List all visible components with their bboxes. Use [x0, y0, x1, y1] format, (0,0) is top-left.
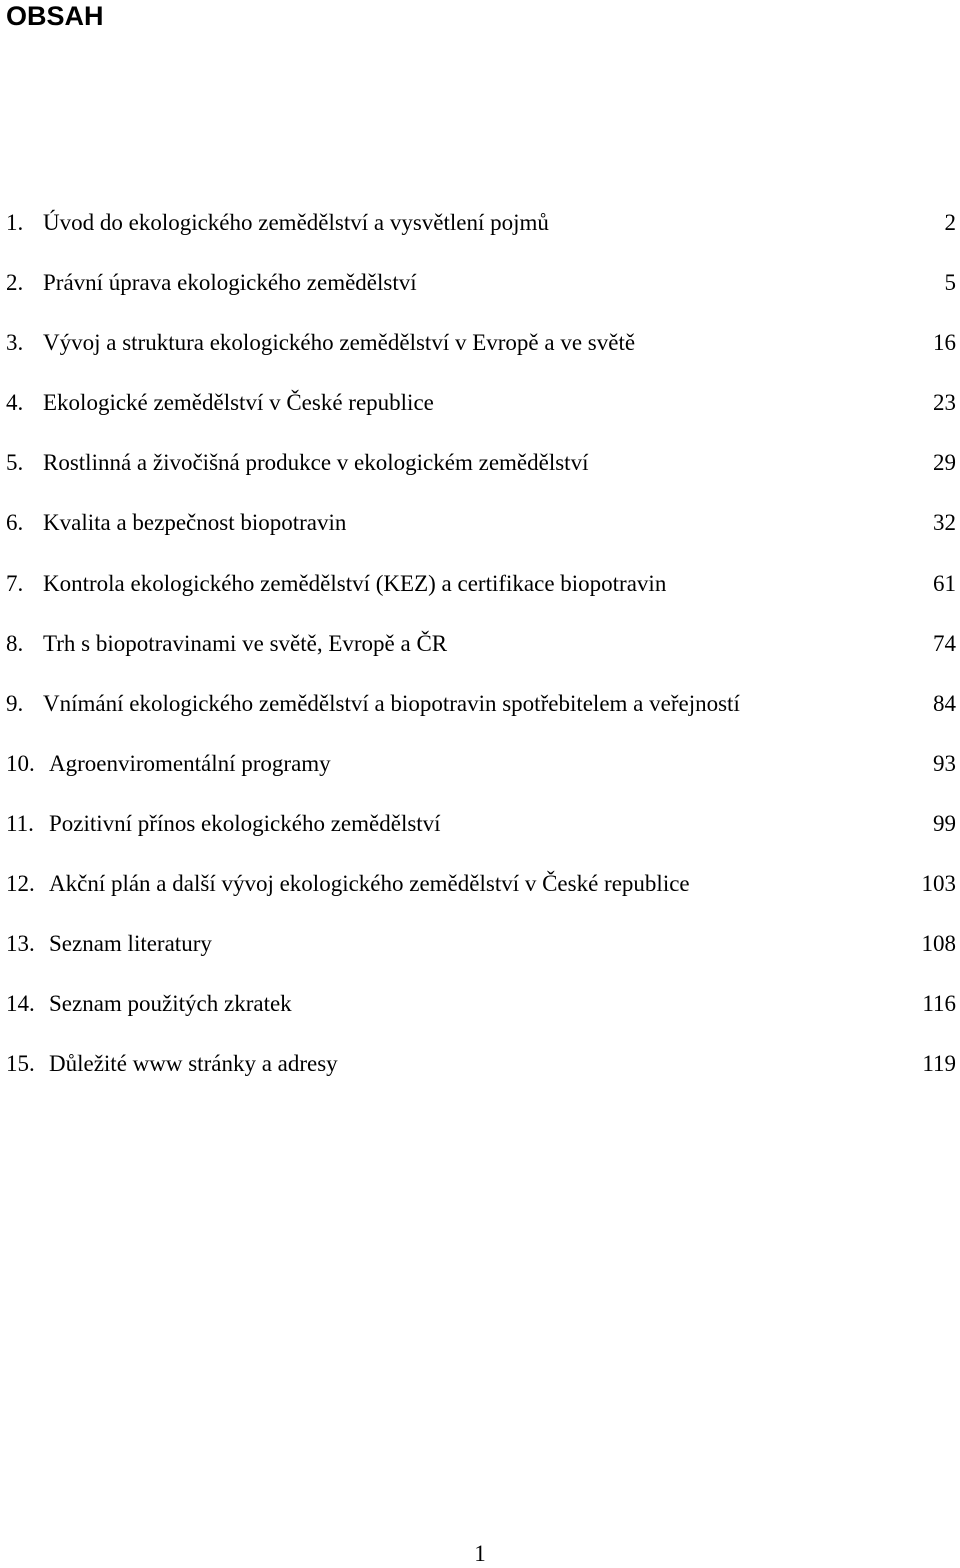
toc-entry-title: Důležité www stránky a adresy: [49, 1051, 338, 1077]
toc-entry-number: 1.: [6, 210, 24, 235]
toc-entry[interactable]: [0, 674, 960, 734]
toc-entry-number: 8.: [6, 630, 24, 656]
toc-entry-number: 4.: [6, 390, 24, 416]
toc-entry-title: Kvalita a bezpečnost biopotravin: [43, 510, 347, 536]
toc-entry-number: 7.: [6, 570, 24, 596]
toc-entry[interactable]: [0, 313, 960, 373]
toc-entry[interactable]: [0, 433, 960, 493]
toc-entry-page: 61: [933, 570, 956, 596]
toc-entry-page: 84: [933, 690, 956, 716]
toc-entry[interactable]: [0, 493, 960, 553]
toc-entry-number: 11.: [6, 810, 34, 836]
toc-entry-number: 10.: [6, 750, 35, 776]
toc-entry-title: Vnímání ekologického zemědělství a biopotravin spotřebitelem a veřejností: [43, 690, 740, 716]
toc-entry-number: 13.: [6, 931, 35, 957]
toc-entry[interactable]: [0, 974, 960, 1034]
toc-entry-page: 23: [933, 390, 956, 416]
toc-entry-page: 93: [933, 750, 956, 776]
toc-entry-number: 5.: [6, 450, 24, 476]
toc-entry-title: Ekologické zemědělství v České republice: [43, 390, 434, 416]
toc-entry-page: 29: [933, 450, 956, 476]
page-number: 1: [474, 1541, 486, 1566]
toc-entry-page: 116: [922, 991, 956, 1017]
toc-entry-title: Právní úprava ekologického zemědělství: [43, 270, 417, 296]
toc-entry-title: Seznam literatury: [49, 931, 212, 957]
toc-entry-page: 99: [933, 810, 956, 836]
toc-entry-page: 32: [933, 510, 956, 536]
toc-entry-page: 16: [933, 330, 956, 356]
toc-entry-page: 108: [921, 931, 956, 957]
toc-entry-title: Kontrola ekologického zemědělství (KEZ) a certifikace biopotravin: [43, 570, 667, 596]
toc-entry[interactable]: [0, 734, 960, 794]
toc-entry-title: Vývoj a struktura ekologického zemědělství v Evropě a ve světě: [43, 330, 636, 356]
toc-entry[interactable]: [0, 1034, 960, 1094]
toc-entry[interactable]: [0, 373, 960, 433]
toc-entry-number: 6.: [6, 510, 24, 536]
toc-entry-page: 2: [944, 210, 956, 235]
toc-entry-number: 15.: [6, 1051, 35, 1077]
toc-entry[interactable]: [0, 794, 960, 854]
toc-entry[interactable]: [0, 554, 960, 614]
toc-entry-page: 103: [921, 871, 956, 897]
toc-entry[interactable]: [0, 614, 960, 674]
toc-entry-title: Pozitivní přínos ekologického zemědělství: [49, 810, 441, 836]
toc-entry-number: 14.: [6, 991, 35, 1017]
toc-entry-title: Rostlinná a živočišná produkce v ekologickém zemědělství: [43, 450, 589, 476]
toc-entry-number: 9.: [6, 690, 24, 716]
toc-entry-number: 2.: [6, 270, 24, 296]
toc-entry[interactable]: [0, 253, 960, 313]
toc-entry-title: Seznam použitých zkratek: [49, 991, 292, 1017]
table-of-contents: [0, 193, 960, 1094]
toc-entry-page: 119: [922, 1051, 956, 1077]
toc-entry-number: 12.: [6, 871, 35, 897]
toc-entry[interactable]: [0, 854, 960, 914]
toc-entry[interactable]: [0, 193, 960, 253]
toc-entry-page: 5: [944, 270, 956, 296]
toc-entry-page: 74: [933, 630, 956, 656]
toc-entry-title: Úvod do ekologického zemědělství a vysvětlení pojmů: [43, 210, 549, 235]
toc-entry[interactable]: [0, 914, 960, 974]
toc-entry-title: Trh s biopotravinami ve světě, Evropě a ČR: [43, 630, 448, 656]
toc-entry-number: 3.: [6, 330, 24, 356]
toc-entry-title: Agroenviromentální programy: [49, 750, 331, 776]
page-title: OBSAH: [6, 1, 104, 31]
toc-entry-title: Akční plán a další vývoj ekologického zemědělství v České republice: [49, 871, 690, 897]
